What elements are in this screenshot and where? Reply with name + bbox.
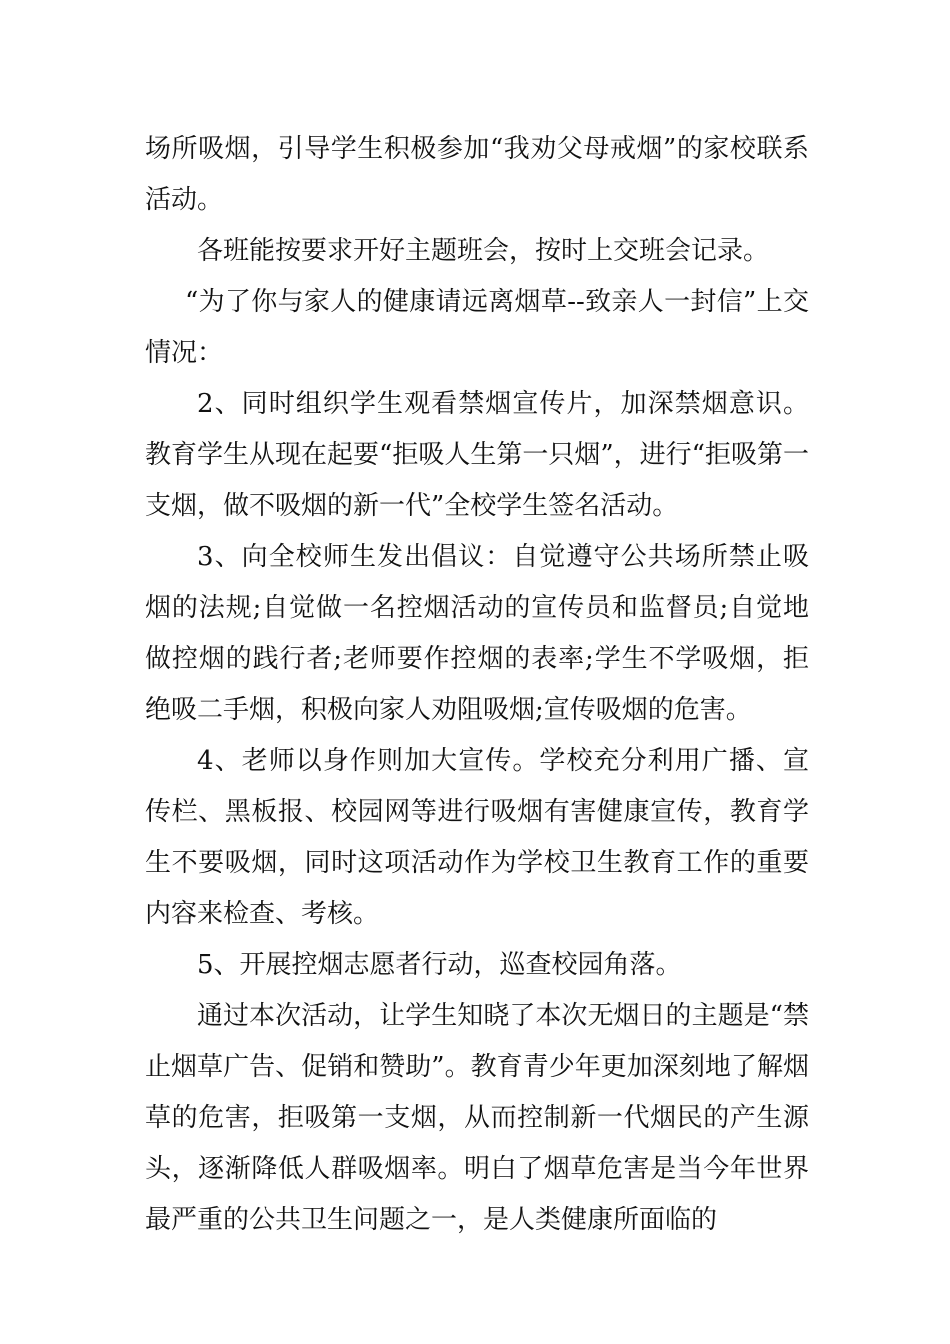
paragraph-continuation: 场所吸烟，引导学生积极参加“我劝父母戒烟”的家校联系活动。 [145,134,809,215]
paragraph-summary: 通过本次活动，让学生知晓了本次无烟日的主题是“禁止烟草广告、促销和赞助”。教育青少年更加深刻地了解烟草的危害，拒吸第一支烟，从而控制新一代烟民的产生源头，逐渐降低人群吸烟率。明白了烟草危害是当今年世界最严重的公共卫生问题之一，是人类健康所面临的 [145,1001,809,1235]
paragraph-item-3: 3、向全校师生发出倡议：自觉遵守公共场所禁止吸烟的法规;自觉做一名控烟活动的宣传员和监督员;自觉地做控烟的践行者;老师要作控烟的表率;学生不学吸烟，拒绝吸二手烟，积极向家人劝阻吸烟;宣传吸烟的危害。 [145,542,809,725]
paragraph-item-4: 4、老师以身作则加大宣传。学校充分利用广播、宣传栏、黑板报、校园网等进行吸烟有害健康宣传，教育学生不要吸烟，同时这项活动作为学校卫生教育工作的重要内容来检查、考核。 [145,746,809,929]
paragraph-item-5: 5、开展控烟志愿者行动，巡查校园角落。 [197,950,682,980]
paragraph-letter-status: “为了你与家人的健康请远离烟草--致亲人一封信”上交情况： [145,287,809,368]
paragraph-class-meeting: 各班能按要求开好主题班会，按时上交班会记录。 [197,236,770,266]
document-body [145,124,809,1246]
paragraph-item-2: 2、同时组织学生观看禁烟宣传片，加深禁烟意识。教育学生从现在起要“拒吸人生第一只烟”，进行“拒吸第一支烟，做不吸烟的新一代”全校学生签名活动。 [145,389,809,521]
